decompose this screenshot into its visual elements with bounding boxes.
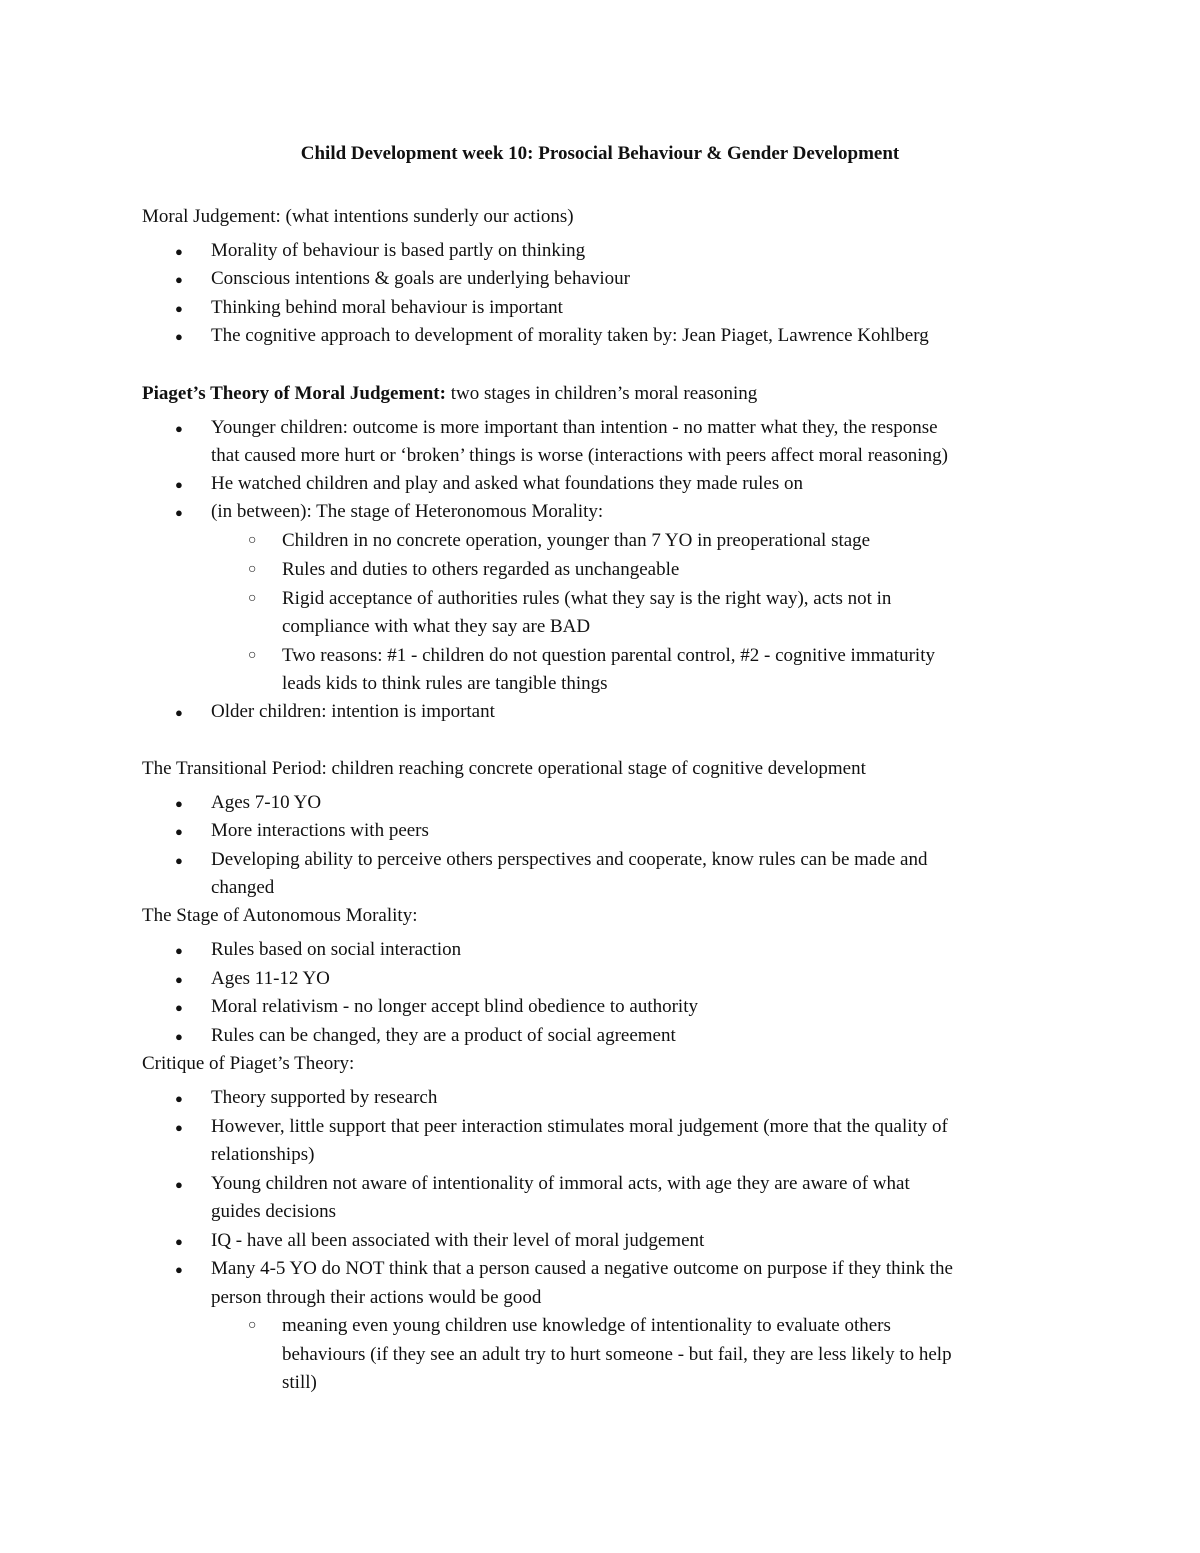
bullet-icon: ●	[175, 244, 183, 259]
bullet-icon: ●	[175, 301, 183, 316]
list-item: More interactions with peers	[211, 820, 429, 841]
sub-list-item: Children in no concrete operation, younger than 7 YO in preoperational stage	[282, 530, 871, 551]
list-item: Young children not aware of intentionality of immoral acts, with age they are aware of what	[211, 1173, 910, 1194]
bullet-icon: ●	[175, 1029, 183, 1044]
sub-list-item-continuation: leads kids to think rules are tangible things	[282, 673, 608, 694]
list-item: Older children: intention is important	[211, 701, 495, 722]
list-item: Developing ability to perceive others perspectives and cooperate, know rules can be made and	[211, 849, 928, 870]
list-item-continuation: relationships)	[211, 1144, 315, 1165]
section-heading-transitional: The Transitional Period: children reaching concrete operational stage of cognitive development	[142, 758, 866, 779]
bullet-icon: ●	[175, 705, 183, 720]
sub-bullet-icon: ○	[248, 533, 257, 548]
list-item-continuation: guides decisions	[211, 1201, 337, 1222]
bullet-icon: ●	[175, 972, 183, 987]
list-item: Theory supported by research	[211, 1087, 438, 1108]
sub-list-item-continuation: still)	[282, 1372, 317, 1393]
list-item: Rules can be changed, they are a product of social agreement	[211, 1025, 676, 1046]
sub-bullet-icon: ○	[248, 591, 257, 606]
list-item-continuation: changed	[211, 877, 275, 898]
bullet-icon: ●	[175, 272, 183, 287]
list-item: Ages 11-12 YO	[211, 968, 330, 989]
heading-bold-part: Piaget’s Theory of Moral Judgement:	[142, 383, 446, 404]
list-item: (in between): The stage of Heteronomous Morality:	[211, 501, 604, 522]
list-item-continuation: person through their actions would be good	[211, 1287, 542, 1308]
list-item: However, little support that peer interaction stimulates moral judgement (more that the quality of	[211, 1116, 948, 1137]
section-heading-moral-judgement: Moral Judgement: (what intentions sunderly our actions)	[142, 206, 574, 227]
list-item: He watched children and play and asked what foundations they made rules on	[211, 473, 803, 494]
list-item: Younger children: outcome is more important than intention - no matter what they, the response	[211, 417, 938, 438]
sub-list-item: Rigid acceptance of authorities rules (what they say is the right way), acts not in	[282, 588, 892, 609]
list-item: Conscious intentions & goals are underlying behaviour	[211, 268, 630, 289]
list-item: IQ - have all been associated with their level of moral judgement	[211, 1230, 705, 1251]
bullet-icon: ●	[175, 329, 183, 344]
bullet-icon: ●	[175, 505, 183, 520]
bullet-icon: ●	[175, 1234, 183, 1249]
bullet-icon: ●	[175, 824, 183, 839]
bullet-icon: ●	[175, 1262, 183, 1277]
document-title: Child Development week 10: Prosocial Behaviour & Gender Development	[300, 143, 900, 164]
section-heading-piaget	[142, 380, 757, 408]
sub-list-item: Rules and duties to others regarded as unchangeable	[282, 559, 680, 580]
sub-list-item: Two reasons: #1 - children do not question parental control, #2 - cognitive immaturity	[282, 645, 935, 666]
list-item: Morality of behaviour is based partly on thinking	[211, 240, 586, 261]
section-heading-critique: Critique of Piaget’s Theory:	[142, 1053, 355, 1074]
sub-list-item-continuation: behaviours (if they see an adult try to hurt someone - but fail, they are less likely to help	[282, 1344, 952, 1365]
bullet-icon: ●	[175, 1000, 183, 1015]
list-item: Thinking behind moral behaviour is important	[211, 297, 563, 318]
heading-rest-part: two stages in children’s moral reasoning	[445, 383, 758, 404]
bullet-icon: ●	[175, 1091, 183, 1106]
list-item: Moral relativism - no longer accept blind obedience to authority	[211, 996, 698, 1017]
sub-bullet-icon: ○	[248, 648, 257, 663]
list-item: Ages 7-10 YO	[211, 792, 322, 813]
bullet-icon: ●	[175, 421, 183, 436]
sub-list-item-continuation: compliance with what they say are BAD	[282, 616, 591, 637]
list-item-continuation: that caused more hurt or ‘broken’ things is worse (interactions with peers affect moral reasoning)	[211, 445, 948, 466]
bullet-icon: ●	[175, 1177, 183, 1192]
bullet-icon: ●	[175, 796, 183, 811]
section-heading-autonomous: The Stage of Autonomous Morality:	[142, 905, 418, 926]
bullet-icon: ●	[175, 853, 183, 868]
bullet-icon: ●	[175, 943, 183, 958]
bullet-icon: ●	[175, 1120, 183, 1135]
bullet-icon: ●	[175, 477, 183, 492]
list-item: The cognitive approach to development of morality taken by: Jean Piaget, Lawrence Kohlberg	[211, 325, 929, 346]
sub-bullet-icon: ○	[248, 1318, 257, 1333]
sub-bullet-icon: ○	[248, 562, 257, 577]
sub-list-item: meaning even young children use knowledge of intentionality to evaluate others	[282, 1315, 891, 1336]
list-item: Rules based on social interaction	[211, 939, 462, 960]
list-item: Many 4-5 YO do NOT think that a person caused a negative outcome on purpose if they think the	[211, 1258, 953, 1279]
